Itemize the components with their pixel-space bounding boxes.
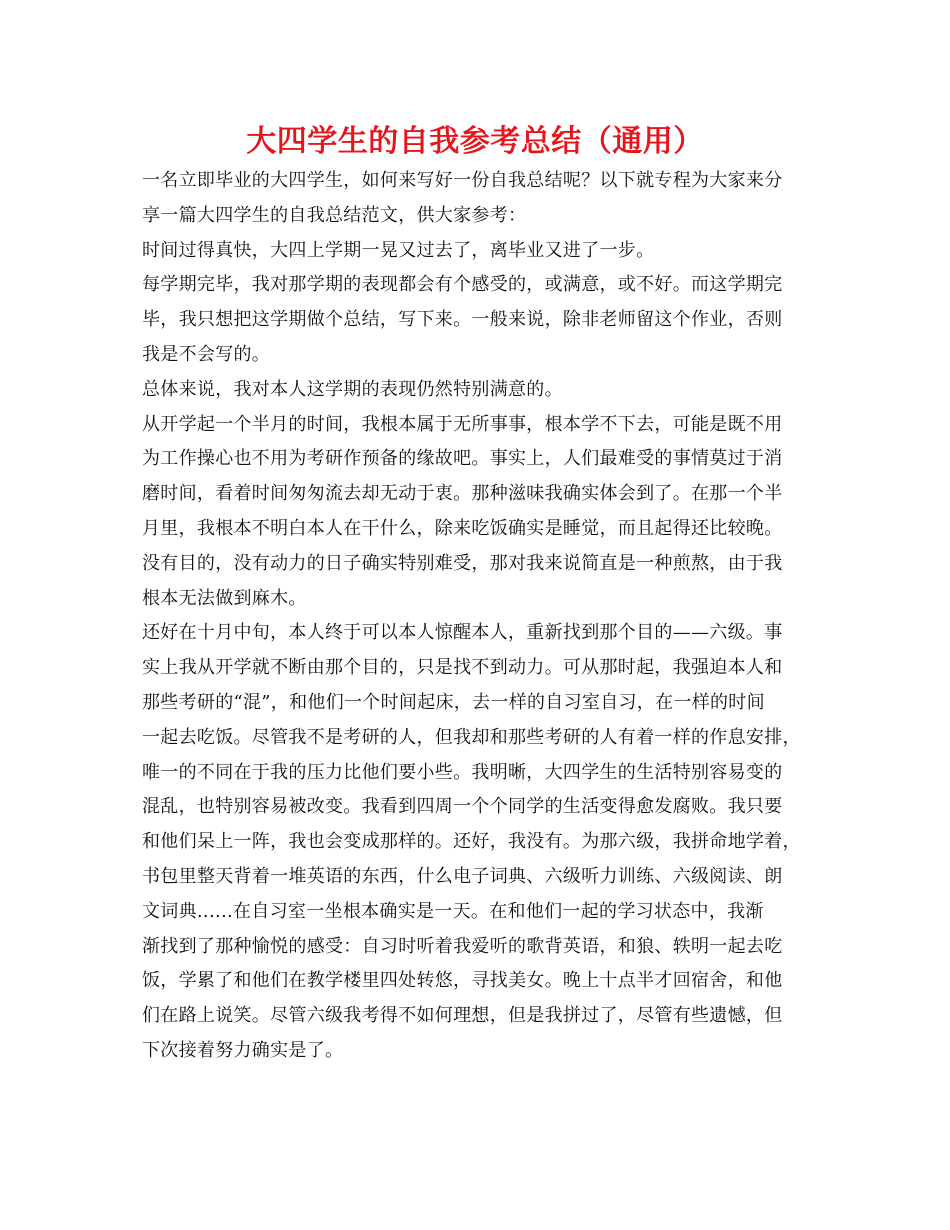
document-title: 大四学生的自我参考总结（通用） [246,124,704,159]
text-line: 毕，我只想把这学期做个总结，写下来。一般来说，除非老师留这个作业，否则 [142,309,783,331]
text-line: 还好在十月中旬，本人终于可以本人惊醒本人，重新找到那个目的——六级。事 [142,622,783,644]
text-line: 磨时间，看着时间匆匆流去却无动于衷。那种滋味我确实体会到了。在那一个半 [142,483,783,505]
text-line: 书包里整天背着一堆英语的东西，什么电子词典、六级听力训练、六级阅读、朗 [142,865,783,887]
text-line: 没有目的，没有动力的日子确实特别难受，那对我来说简直是一种煎熬，由于我 [142,552,783,574]
text-line: 总体来说，我对本人这学期的表现仍然特别满意的。 [142,378,563,400]
document-body [142,164,822,1069]
text-line: 时间过得真快，大四上学期一晃又过去了，离毕业又进了一步。 [142,239,655,261]
text-line: 唯一的不同在于我的压力比他们要小些。我明晰，大四学生的生活特别容易变的 [142,761,783,783]
text-line: 文词典......在自习室一坐根本确实是一天。在和他们一起的学习状态中，我渐 [142,900,764,922]
text-line: 每学期完毕，我对那学期的表现都会有个感受的，或满意，或不好。而这学期完 [142,274,783,296]
text-line: 实上我从开学就不断由那个目的，只是找不到动力。可从那时起，我强迫本人和 [142,657,783,679]
text-line: 和他们呆上一阵，我也会变成那样的。还好，我没有。为那六级，我拼命地学着， [142,831,801,853]
text-line: 从开学起一个半月的时间，我根本属于无所事事，根本学不下去，可能是既不用 [142,413,783,435]
text-line: 为工作操心也不用为考研作预备的缘故吧。事实上，人们最难受的事情莫过于消 [142,448,783,470]
text-line: 渐找到了那种愉悦的感受：自习时听着我爱听的歌背英语，和狼、轶明一起去吃 [142,935,783,957]
text-line: 根本无法做到麻木。 [142,587,307,609]
text-line: 那些考研的“混”，和他们一个时间起床，去一样的自习室自习，在一样的时间 [142,691,765,713]
text-line: 饭，学累了和他们在教学楼里四处转悠，寻找美女。晚上十点半才回宿舍，和他 [142,970,783,992]
text-line: 们在路上说笑。尽管六级我考得不如何理想，但是我拼过了，尽管有些遗憾，但 [142,1005,783,1027]
text-line: 一名立即毕业的大四学生，如何来写好一份自我总结呢？以下就专程为大家来分 [142,170,783,191]
text-line: 月里，我根本不明白本人在干什么，除来吃饭确实是睡觉，而且起得还比较晚。 [142,517,783,539]
text-line: 一起去吃饭。尽管我不是考研的人，但我却和那些考研的人有着一样的作息安排， [142,726,801,748]
text-line: 下次接着努力确实是了。 [142,1039,344,1061]
text-line: 混乱，也特别容易被改变。我看到四周一个个同学的生活变得愈发腐败。我只要 [142,796,783,818]
text-line: 享一篇大四学生的自我总结范文，供大家参考： [142,204,527,226]
text-line: 我是不会写的。 [142,343,271,365]
